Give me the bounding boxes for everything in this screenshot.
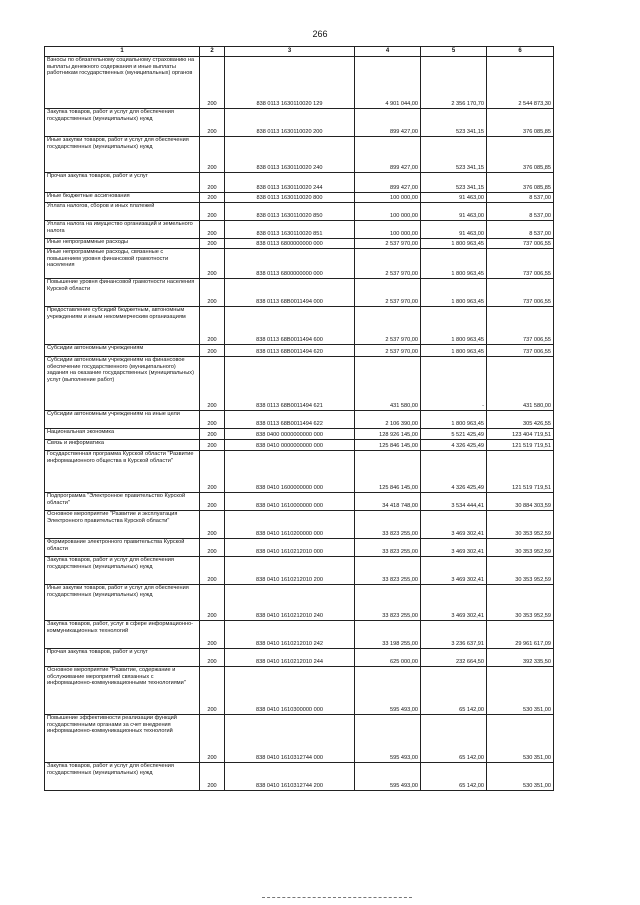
row-name-cell	[45, 451, 200, 493]
row-exec-cell: 3 236 637,91	[421, 621, 487, 649]
table-row	[45, 357, 554, 411]
row-name-text: Прочая закупка товаров, работ и услуг	[47, 649, 148, 655]
row-exec-cell: 523 341,15	[421, 137, 487, 173]
row-rest-cell: 121 519 719,51	[487, 440, 554, 451]
row-rest-cell: 30 884 303,59	[487, 493, 554, 511]
table-header-row	[45, 47, 554, 57]
row-name-text: Иные закупки товаров, работ и услуг для обеспечения государственных (муниципальных) нужд	[47, 585, 189, 598]
row-code-cell: 200	[200, 763, 225, 791]
row-code-cell: 200	[200, 109, 225, 137]
row-name-cell	[45, 715, 200, 763]
row-rest-cell: 30 353 952,59	[487, 585, 554, 621]
row-name-text: Предоставление субсидий бюджетным, автономным учреждениям и иным некоммерческим организациям	[47, 307, 186, 320]
row-exec-cell: 1 800 963,45	[421, 239, 487, 249]
row-plan-cell: 125 846 145,00	[355, 451, 421, 493]
row-rest-cell: 8 537,00	[487, 193, 554, 203]
table-row	[45, 411, 554, 429]
row-name-text: Субсидии автономным учреждениям на финансовое обеспечение государственного (муниципального) задания на оказание государственных (муниципальных) услуг (выполнение работ)	[47, 357, 194, 383]
row-name-text: Закупка товаров, работ, услуг в сфере информационно-коммуникационных технологий	[47, 621, 194, 634]
row-code-cell: 200	[200, 621, 225, 649]
row-plan-cell: 33 823 255,00	[355, 557, 421, 585]
table-row	[45, 193, 554, 203]
row-rest-cell: 530 351,00	[487, 715, 554, 763]
row-name-cell	[45, 345, 200, 357]
row-code-cell: 200	[200, 667, 225, 715]
row-exec-cell: 65 142,00	[421, 715, 487, 763]
row-name-text: Государственная программа Курской области "Развитие информационного общества в Курской области"	[47, 451, 194, 464]
row-code-cell: 200	[200, 345, 225, 357]
row-exec-cell: 1 800 963,45	[421, 411, 487, 429]
row-plan-cell: 899 427,00	[355, 173, 421, 193]
table-row	[45, 279, 554, 307]
row-plan-cell: 33 823 255,00	[355, 585, 421, 621]
row-kbk-cell: 838 0113 1630110020 129	[225, 57, 355, 109]
row-name-cell	[45, 307, 200, 345]
row-plan-cell: 2 537 970,00	[355, 249, 421, 279]
row-exec-cell: 1 800 963,45	[421, 307, 487, 345]
row-code-cell: 200	[200, 193, 225, 203]
table-row	[45, 715, 554, 763]
row-name-text: Подпрограмма "Электронное правительство Курской области"	[47, 493, 186, 506]
row-name-text: Иные бюджетные ассигнования	[47, 193, 130, 199]
row-rest-cell: 737 006,55	[487, 249, 554, 279]
row-name-cell	[45, 279, 200, 307]
table-row	[45, 451, 554, 493]
row-name-text: Закупка товаров, работ и услуг для обеспечения государственных (муниципальных) нужд	[47, 557, 174, 570]
row-name-cell	[45, 493, 200, 511]
row-code-cell: 200	[200, 357, 225, 411]
row-name-cell	[45, 763, 200, 791]
table-row	[45, 239, 554, 249]
table-row	[45, 539, 554, 557]
row-name-cell	[45, 440, 200, 451]
row-kbk-cell: 838 0113 1630110020 240	[225, 137, 355, 173]
row-plan-cell: 2 537 970,00	[355, 239, 421, 249]
row-exec-cell: 3 469 302,41	[421, 557, 487, 585]
row-name-cell	[45, 193, 200, 203]
row-plan-cell: 100 000,00	[355, 221, 421, 239]
row-rest-cell: 737 006,55	[487, 239, 554, 249]
row-plan-cell: 128 926 145,00	[355, 429, 421, 440]
row-exec-cell: 65 142,00	[421, 763, 487, 791]
row-code-cell: 200	[200, 451, 225, 493]
row-name-text: Субсидии автономным учреждениям	[47, 345, 144, 351]
row-name-text: Повышение эффективности реализации функций государственными органами за счет внедрения информационно-коммуникационных технологий	[47, 715, 177, 735]
table-row	[45, 57, 554, 109]
row-name-cell	[45, 429, 200, 440]
row-code-cell: 200	[200, 307, 225, 345]
row-rest-cell: 30 353 952,59	[487, 511, 554, 539]
row-exec-cell: 1 800 963,45	[421, 249, 487, 279]
row-plan-cell: 33 823 255,00	[355, 539, 421, 557]
row-name-cell	[45, 109, 200, 137]
row-kbk-cell: 838 0410 1610212010 244	[225, 649, 355, 667]
table-row	[45, 511, 554, 539]
row-kbk-cell: 838 0113 1630110020 244	[225, 173, 355, 193]
header-cell: 5	[421, 47, 487, 57]
row-code-cell: 200	[200, 221, 225, 239]
row-plan-cell: 2 537 970,00	[355, 279, 421, 307]
row-rest-cell: 8 537,00	[487, 221, 554, 239]
row-plan-cell: 125 846 145,00	[355, 440, 421, 451]
row-kbk-cell: 838 0410 1610312744 200	[225, 763, 355, 791]
row-code-cell: 200	[200, 411, 225, 429]
row-name-text: Субсидии автономным учреждениям на иные цели	[47, 411, 180, 417]
row-name-text: Прочая закупка товаров, работ и услуг	[47, 173, 148, 179]
row-rest-cell: 530 351,00	[487, 763, 554, 791]
row-code-cell: 200	[200, 585, 225, 621]
row-plan-cell: 100 000,00	[355, 203, 421, 221]
row-plan-cell: 899 427,00	[355, 137, 421, 173]
row-name-cell	[45, 621, 200, 649]
row-plan-cell: 2 537 970,00	[355, 345, 421, 357]
row-name-text: Взносы по обязательному социальному страхованию на выплаты денежного содержания и иные выплаты работникам государственных (муниципальных) органов	[47, 57, 195, 77]
row-plan-cell: 899 427,00	[355, 109, 421, 137]
table-row	[45, 429, 554, 440]
row-code-cell: 200	[200, 279, 225, 307]
row-rest-cell: 737 006,55	[487, 345, 554, 357]
row-rest-cell: 123 404 719,51	[487, 429, 554, 440]
row-exec-cell: 2 356 170,70	[421, 57, 487, 109]
row-name-text: Связь и информатика	[47, 440, 104, 446]
row-rest-cell: 30 353 952,59	[487, 539, 554, 557]
row-name-text: Уплата налогов, сборов и иных платежей	[47, 203, 155, 209]
row-exec-cell: 3 469 302,41	[421, 539, 487, 557]
row-kbk-cell: 838 0113 1630110020 800	[225, 193, 355, 203]
header-cell: 3	[225, 47, 355, 57]
row-plan-cell: 431 580,00	[355, 357, 421, 411]
row-kbk-cell: 838 0410 1610212010 240	[225, 585, 355, 621]
row-exec-cell: 5 521 425,49	[421, 429, 487, 440]
row-name-cell	[45, 585, 200, 621]
row-code-cell: 200	[200, 440, 225, 451]
table-row	[45, 249, 554, 279]
table-row	[45, 585, 554, 621]
row-name-cell	[45, 249, 200, 279]
row-kbk-cell: 838 0113 68B0011494 621	[225, 357, 355, 411]
table-row	[45, 137, 554, 173]
row-name-text: Повышение уровня финансовой грамотности населения Курской области	[47, 279, 195, 292]
row-kbk-cell: 838 0410 1610312744 000	[225, 715, 355, 763]
row-rest-cell: 376 085,85	[487, 173, 554, 193]
row-kbk-cell: 838 0113 68B0011494 622	[225, 411, 355, 429]
row-kbk-cell: 838 0113 68B0011494 620	[225, 345, 355, 357]
header-cell: 1	[45, 47, 200, 57]
row-kbk-cell: 838 0410 1610200000 000	[225, 511, 355, 539]
row-name-text: Основное мероприятие "Развитие, содержание и обслуживание мероприятий связанных с информационно-коммуникационными технологиями"	[47, 667, 186, 687]
row-rest-cell: 737 006,55	[487, 307, 554, 345]
row-name-text: Иные непрограммные расходы, связанные с повышением уровня финансовой грамотности населения	[47, 249, 169, 269]
row-kbk-cell: 838 0113 68B0011494 600	[225, 307, 355, 345]
row-rest-cell: 392 335,50	[487, 649, 554, 667]
row-plan-cell: 100 000,00	[355, 193, 421, 203]
row-plan-cell: 34 418 748,00	[355, 493, 421, 511]
row-kbk-cell: 838 0113 1630110020 850	[225, 203, 355, 221]
row-kbk-cell: 838 0400 0000000000 000	[225, 429, 355, 440]
row-name-cell	[45, 411, 200, 429]
row-name-cell	[45, 203, 200, 221]
row-kbk-cell: 838 0410 0000000000 000	[225, 440, 355, 451]
row-exec-cell: 65 142,00	[421, 667, 487, 715]
row-plan-cell: 625 000,00	[355, 649, 421, 667]
row-rest-cell: 737 006,55	[487, 279, 554, 307]
row-rest-cell: 530 351,00	[487, 667, 554, 715]
row-rest-cell: 431 580,00	[487, 357, 554, 411]
row-exec-cell: 3 469 302,41	[421, 585, 487, 621]
row-exec-cell: 91 463,00	[421, 193, 487, 203]
table-row	[45, 667, 554, 715]
row-plan-cell: 2 106 390,00	[355, 411, 421, 429]
row-name-cell	[45, 511, 200, 539]
header-cell: 2	[200, 47, 225, 57]
row-plan-cell: 2 537 970,00	[355, 307, 421, 345]
row-name-cell	[45, 173, 200, 193]
row-rest-cell: 376 085,85	[487, 109, 554, 137]
row-name-cell	[45, 539, 200, 557]
row-kbk-cell: 838 0410 1610212010 200	[225, 557, 355, 585]
row-name-cell	[45, 357, 200, 411]
table-row	[45, 307, 554, 345]
row-code-cell: 200	[200, 249, 225, 279]
row-kbk-cell: 838 0113 68B0011494 000	[225, 279, 355, 307]
row-exec-cell: 4 326 425,49	[421, 451, 487, 493]
row-name-cell	[45, 649, 200, 667]
row-kbk-cell: 838 0410 1610000000 000	[225, 493, 355, 511]
row-exec-cell: 4 326 425,49	[421, 440, 487, 451]
row-exec-cell: 232 664,50	[421, 649, 487, 667]
row-name-text: Национальная экономика	[47, 429, 115, 435]
row-code-cell: 200	[200, 715, 225, 763]
row-code-cell: 200	[200, 649, 225, 667]
row-code-cell: 200	[200, 137, 225, 173]
row-name-text: Закупка товаров, работ и услуг для обеспечения государственных (муниципальных) нужд	[47, 109, 174, 122]
row-name-text: Иные непрограммные расходы	[47, 239, 128, 245]
row-code-cell: 200	[200, 239, 225, 249]
row-rest-cell: 8 537,00	[487, 203, 554, 221]
row-kbk-cell: 838 0113 1630110020 200	[225, 109, 355, 137]
page-number: 266	[312, 29, 328, 39]
table-row	[45, 649, 554, 667]
row-exec-cell: -	[421, 357, 487, 411]
footer-scan-mark	[262, 897, 412, 899]
table-row	[45, 493, 554, 511]
header-cell: 6	[487, 47, 554, 57]
row-exec-cell: 1 800 963,45	[421, 345, 487, 357]
row-rest-cell: 121 519 719,51	[487, 451, 554, 493]
row-exec-cell: 3 534 444,41	[421, 493, 487, 511]
row-code-cell: 200	[200, 539, 225, 557]
table-row	[45, 345, 554, 357]
row-exec-cell: 91 463,00	[421, 203, 487, 221]
row-rest-cell: 2 544 873,30	[487, 57, 554, 109]
row-name-text: Иные закупки товаров, работ и услуг для обеспечения государственных (муниципальных) нужд	[47, 137, 189, 150]
row-exec-cell: 523 341,15	[421, 109, 487, 137]
table-row	[45, 621, 554, 649]
row-kbk-cell: 838 0113 1630110020 851	[225, 221, 355, 239]
row-plan-cell: 595 493,00	[355, 763, 421, 791]
row-plan-cell: 4 901 044,00	[355, 57, 421, 109]
row-plan-cell: 595 493,00	[355, 667, 421, 715]
header-cell: 4	[355, 47, 421, 57]
row-code-cell: 200	[200, 493, 225, 511]
row-name-cell	[45, 667, 200, 715]
row-kbk-cell: 838 0113 6800000000 000	[225, 239, 355, 249]
row-name-text: Уплата налога на имущество организаций и земельного налога	[47, 221, 193, 234]
row-code-cell: 200	[200, 557, 225, 585]
row-code-cell: 200	[200, 173, 225, 193]
row-name-cell	[45, 557, 200, 585]
row-exec-cell: 523 341,15	[421, 173, 487, 193]
row-name-cell	[45, 221, 200, 239]
table-row	[45, 763, 554, 791]
row-rest-cell: 305 426,55	[487, 411, 554, 429]
row-code-cell: 200	[200, 203, 225, 221]
table-row	[45, 203, 554, 221]
row-plan-cell: 33 823 255,00	[355, 511, 421, 539]
table-row	[45, 173, 554, 193]
table-row	[45, 557, 554, 585]
row-exec-cell: 1 800 963,45	[421, 279, 487, 307]
row-code-cell: 200	[200, 511, 225, 539]
row-name-text: Основное мероприятие "Развитие и эксплуатация Электронного правительства Курской области"	[47, 511, 178, 524]
row-name-cell	[45, 57, 200, 109]
row-kbk-cell: 838 0410 1600000000 000	[225, 451, 355, 493]
row-exec-cell: 3 469 302,41	[421, 511, 487, 539]
row-rest-cell: 29 961 617,09	[487, 621, 554, 649]
budget-table	[44, 46, 554, 791]
row-rest-cell: 30 353 952,59	[487, 557, 554, 585]
row-name-cell	[45, 137, 200, 173]
table-row	[45, 440, 554, 451]
row-plan-cell: 33 198 255,00	[355, 621, 421, 649]
row-name-text: Формирование электронного правительства Курской области	[47, 539, 185, 552]
row-kbk-cell: 838 0113 6800000000 000	[225, 249, 355, 279]
row-exec-cell: 91 463,00	[421, 221, 487, 239]
row-name-cell	[45, 239, 200, 249]
row-kbk-cell: 838 0410 1610212010 000	[225, 539, 355, 557]
table-row	[45, 109, 554, 137]
row-rest-cell: 376 085,85	[487, 137, 554, 173]
row-plan-cell: 595 493,00	[355, 715, 421, 763]
row-kbk-cell: 838 0410 1610300000 000	[225, 667, 355, 715]
row-kbk-cell: 838 0410 1610212010 242	[225, 621, 355, 649]
row-code-cell: 200	[200, 57, 225, 109]
row-name-text: Закупка товаров, работ и услуг для обеспечения государственных (муниципальных) нужд	[47, 763, 174, 776]
row-code-cell: 200	[200, 429, 225, 440]
table-row	[45, 221, 554, 239]
